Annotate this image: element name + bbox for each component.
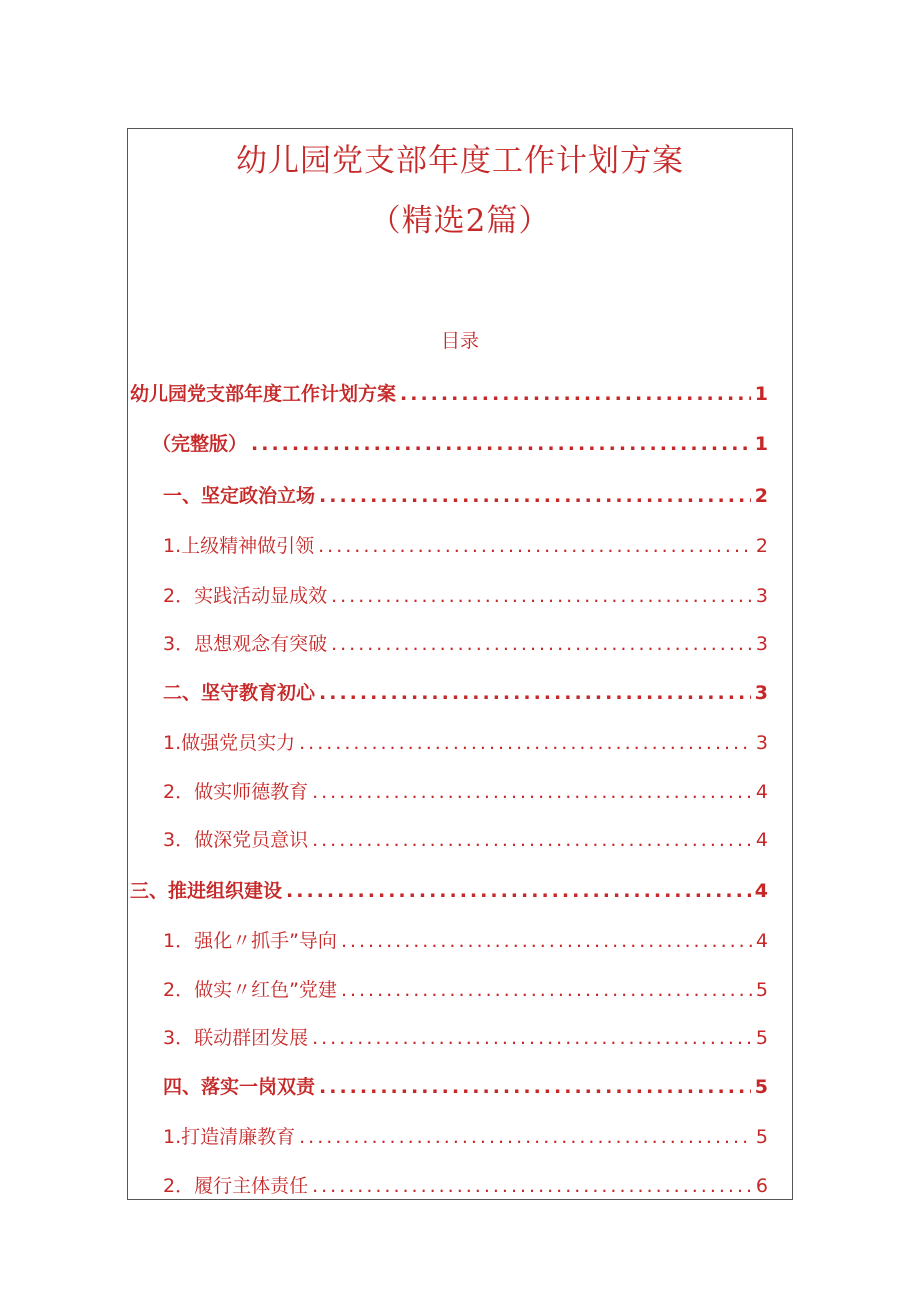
toc-dot-leader <box>312 776 752 808</box>
toc-entry-label: 3．联动群团发展 <box>163 1027 309 1049</box>
toc-entry-page: 5 <box>755 979 768 1001</box>
toc-dot-leader <box>341 925 752 957</box>
toc-entry-label: 2．履行主体责任 <box>163 1175 309 1197</box>
toc-entry-page: 6 <box>755 1175 768 1197</box>
toc-entry-page: 4 <box>755 930 768 952</box>
toc-dot-leader <box>331 628 752 660</box>
toc-entry[interactable] <box>163 580 768 612</box>
toc-entry-label: 1.做强党员实力 <box>163 732 296 754</box>
toc-dot-leader <box>319 677 751 709</box>
toc-entry[interactable] <box>163 1022 768 1054</box>
toc-dot-leader <box>319 480 751 512</box>
toc-entry-label: 2．做实师德教育 <box>163 781 309 803</box>
toc-dot-leader <box>400 378 751 410</box>
toc-dot-leader <box>312 1170 752 1202</box>
toc-entry-label: 3．做深党员意识 <box>163 829 309 851</box>
toc-dot-leader <box>251 428 751 460</box>
toc-entry-label: 二、坚守教育初心 <box>163 682 316 704</box>
toc-entry-page: 5 <box>755 1126 768 1148</box>
toc-entry-label: （完整版） <box>152 433 248 455</box>
toc-dot-leader <box>331 580 752 612</box>
toc-dot-leader <box>341 974 752 1006</box>
toc-entry-page: 5 <box>755 1027 768 1049</box>
toc-entry-page: 4 <box>755 829 768 851</box>
toc-entry-page: 3 <box>755 585 768 607</box>
toc-entry[interactable] <box>163 727 768 759</box>
document-title: 幼儿园党支部年度工作计划方案 <box>236 143 684 179</box>
toc-entry-page: 4 <box>755 781 768 803</box>
toc-entry[interactable] <box>130 378 768 410</box>
toc-entry-label: 幼儿园党支部年度工作计划方案 <box>130 383 397 405</box>
toc-entry[interactable] <box>163 628 768 660</box>
toc-entry-page: 3 <box>755 732 768 754</box>
toc-entry[interactable] <box>163 925 768 957</box>
toc-entry-label: 一、坚定政治立场 <box>163 485 316 507</box>
toc-entry[interactable] <box>130 875 768 907</box>
toc-entry[interactable] <box>163 824 768 856</box>
toc-entry-page: 1 <box>754 433 768 455</box>
toc-dot-leader <box>299 727 752 759</box>
toc-entry-page: 2 <box>754 485 768 507</box>
toc-entry[interactable] <box>163 677 768 709</box>
toc-entry[interactable] <box>152 428 768 460</box>
toc-dot-leader <box>299 1121 752 1153</box>
toc-entry[interactable] <box>163 1121 768 1153</box>
toc-entry-page: 3 <box>754 682 768 704</box>
toc-dot-leader <box>319 1071 751 1103</box>
toc-dot-leader <box>312 824 752 856</box>
toc-dot-leader <box>286 875 751 907</box>
toc-heading: 目录 <box>440 330 479 352</box>
toc-entry-label: 1．强化〃抓手”导向 <box>163 930 337 952</box>
toc-entry-label: 四、落实一岗双责 <box>163 1076 316 1098</box>
toc-entry-label: 1.上级精神做引领 <box>163 535 315 557</box>
document-subtitle: （精选2篇） <box>369 203 551 239</box>
toc-entry-page: 4 <box>754 880 768 902</box>
toc-dot-leader <box>318 530 752 562</box>
toc-entry-label: 三、推进组织建设 <box>130 880 283 902</box>
toc-entry-label: 2．实践活动显成效 <box>163 585 328 607</box>
toc-entry[interactable] <box>163 480 768 512</box>
toc-entry-page: 5 <box>754 1076 768 1098</box>
toc-dot-leader <box>312 1022 752 1054</box>
toc-entry-label: 3．思想观念有突破 <box>163 633 328 655</box>
toc-entry-label: 2．做实〃红色”党建 <box>163 979 337 1001</box>
toc-entry[interactable] <box>163 1170 768 1202</box>
toc-entry-page: 2 <box>755 535 768 557</box>
toc-entry-page: 3 <box>755 633 768 655</box>
toc-entry[interactable] <box>163 530 768 562</box>
toc-entry[interactable] <box>163 974 768 1006</box>
toc-entry-page: 1 <box>754 383 768 405</box>
toc-entry-label: 1.打造清廉教育 <box>163 1126 296 1148</box>
toc-entry[interactable] <box>163 1071 768 1103</box>
toc-entry[interactable] <box>163 776 768 808</box>
